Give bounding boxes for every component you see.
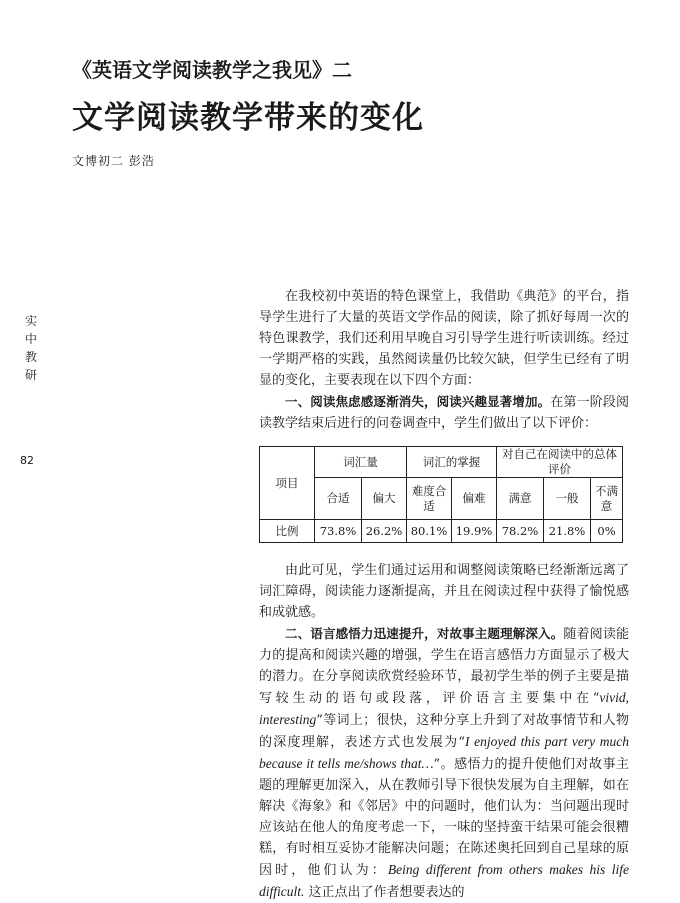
article-title: 文学阅读教学带来的变化: [72, 100, 424, 136]
point-two-text: ”等词上；很快，这种分享上升到了对故事情节和人物的深度理解，表述方式也发展为“: [259, 713, 629, 750]
author-byline: 文博初二 彭浩: [72, 154, 155, 168]
point-two-text: 这正点出了作者想要表达的: [304, 885, 465, 900]
paragraph-conclusion: 由此可见，学生们通过运用和调整阅读策略已经渐渐远离了词汇障碍，阅读能力逐渐提高，并且在阅读过程中获得了愉悦感和成就感。: [259, 563, 629, 620]
table-header-item: 项目: [260, 447, 315, 520]
table-cell: 73.8%: [315, 520, 362, 543]
sidebar-char: 教: [24, 350, 37, 364]
table-group-header: 对自己在阅读中的总体评价: [497, 447, 623, 478]
table-group-header: 词汇量: [315, 447, 407, 478]
table-group-header: 词汇的掌握: [407, 447, 497, 478]
table-cell: 80.1%: [407, 520, 452, 543]
journal-sidebar-label: [24, 312, 38, 384]
table-cell: 26.2%: [362, 520, 407, 543]
english-quote: vivid, interesting: [259, 690, 629, 727]
table-row-label: 比例: [260, 520, 315, 543]
sidebar-char: 中: [24, 332, 37, 346]
point-one-text: 在第一阶段阅读教学结束后进行的问卷调查中，学生们做出了以下评价：: [259, 395, 629, 431]
table-cell: 78.2%: [497, 520, 544, 543]
paragraph-intro: 在我校初中英语的特色课堂上，我借助《典范》的平台，指导学生进行了大量的英语文学作品的阅读，除了抓好每周一次的特色课教学，我们还利用早晚自习引导学生进行听读训练。经过一学期严格的实践，虽然阅读量仍比较欠缺，但学生已经有了明显的变化，主要表现在以下四个方面：: [259, 289, 629, 388]
table-subheader: 一般: [544, 478, 591, 520]
table-subheader: 偏难: [452, 478, 497, 520]
paragraph-point-two: [259, 623, 629, 903]
table-subheader-row: [260, 478, 623, 520]
survey-table: [259, 446, 623, 543]
point-two-text: 随着阅读能力的提高和阅读兴趣的增强，学生在语言感悟力方面显示了极大的潜力。在分享阅读欣赏经验环节，最初学生举的例子主要是描写较生动的语句或段落，评价语言主要集中在“: [259, 627, 629, 706]
page-number: 82: [20, 454, 34, 467]
table-subheader: 合适: [315, 478, 362, 520]
table-subheader: 偏大: [362, 478, 407, 520]
series-title: 《英语文学阅读教学之我见》二: [72, 58, 352, 82]
table-cell: 19.9%: [452, 520, 497, 543]
survey-table-wrapper: [259, 446, 629, 543]
table-row: [260, 520, 623, 543]
sidebar-char: 研: [24, 368, 37, 382]
english-quote: Being different from others makes his life difficult.: [259, 862, 629, 899]
sidebar-char: 实: [24, 314, 37, 328]
table-subheader: 不满意: [591, 478, 623, 520]
table-header-row: [260, 447, 623, 478]
table-subheader: 满意: [497, 478, 544, 520]
table-cell: 0%: [591, 520, 623, 543]
article-body: [259, 286, 629, 903]
paragraph-point-one: [259, 391, 629, 434]
table-cell: 21.8%: [544, 520, 591, 543]
point-two-text: ”。感悟力的提升使他们对故事主题的理解更加深入，从在教师引导下很快发展为自主理解，如在解决《海象》和《邻居》中的问题时，他们认为：当问题出现时应该站在他人的角度考虑一下，一味的坚持蛮干结果可能会很糟糕，有时相互妥协才能解决问题；在陈述奥托回到自己星球的原因时，他们认为：: [259, 757, 629, 878]
point-one-heading: 一、阅读焦虑感逐渐消失，阅读兴趣显著增加。: [285, 394, 551, 409]
table-subheader: 难度合适: [407, 478, 452, 520]
english-quote: I enjoyed this part very much because it tells me/shows that…: [259, 734, 630, 771]
point-two-heading: 二、语言感悟力迅速提升，对故事主题理解深入。: [285, 626, 564, 641]
